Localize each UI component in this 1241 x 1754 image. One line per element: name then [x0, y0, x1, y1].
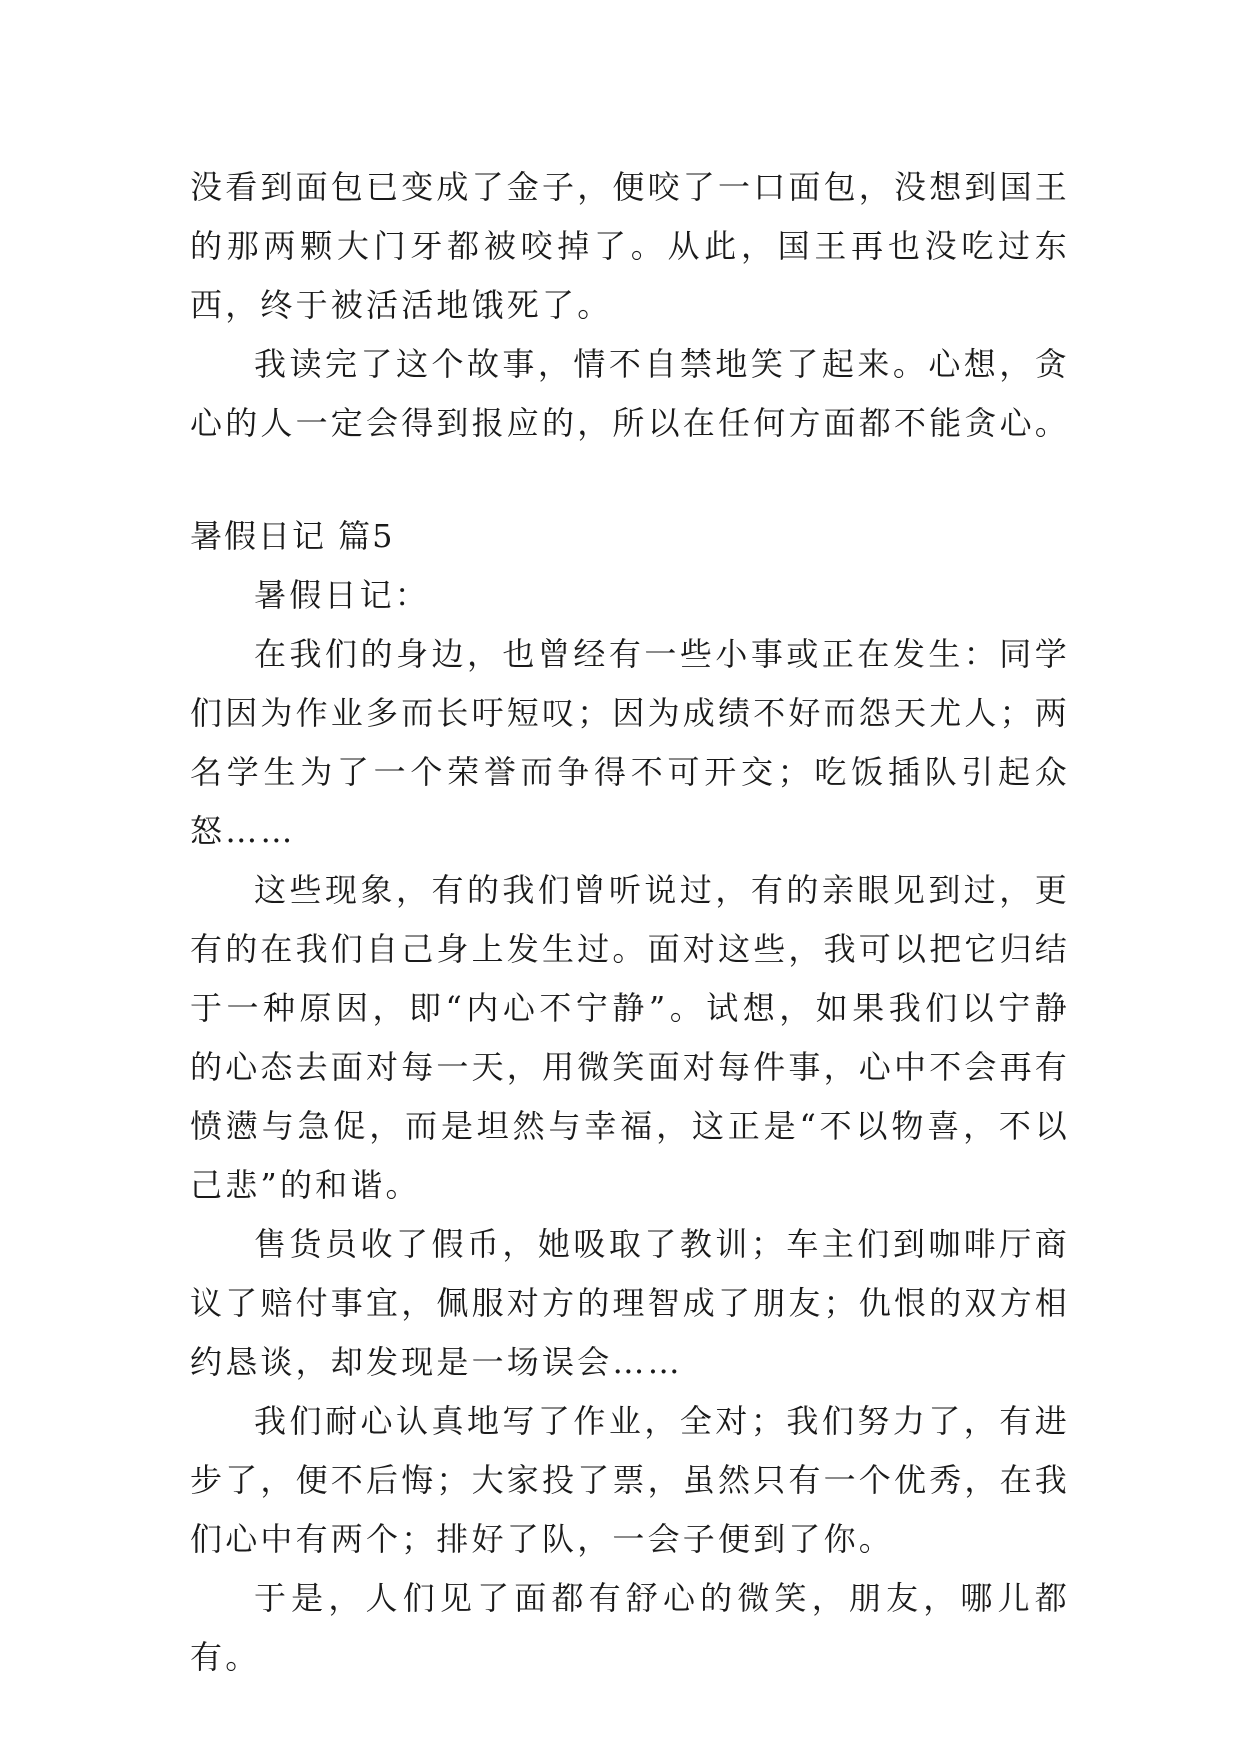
section-heading: 暑假日记 篇5: [190, 517, 395, 555]
paragraph-2: 我读完了这个故事，情不自禁地笑了起来。心想，贪心的人一定会得到报应的，所以在任何方面都不能贪心。: [190, 345, 1071, 442]
paragraph-5: 这些现象，有的我们曾听说过，有的亲眼见到过，更有的在我们自己身上发生过。面对这些，我可以把它归结于一种原因，即“内心不宁静”。试想，如果我们以宁静的心态去面对每一天，用微笑面对每件事，心中不会再有愤懑与急促，而是坦然与幸福，这正是“不以物喜，不以己悲”的和谐。: [190, 871, 1071, 1204]
paragraph-1: 没看到面包已变成了金子，便咬了一口面包，没想到国王的那两颗大门牙都被咬掉了。从此，国王再也没吃过东西，终于被活活地饿死了。: [190, 168, 1071, 324]
section-gap: [190, 453, 1070, 507]
document-page: [190, 158, 1070, 1687]
paragraph-7: 我们耐心认真地写了作业，全对；我们努力了，有进步了，便不后悔；大家投了票，虽然只有一个优秀，在我们心中有两个；排好了队，一会子便到了你。: [190, 1402, 1071, 1558]
paragraph-3: 暑假日记：: [254, 576, 431, 614]
paragraph-6: 售货员收了假币，她吸取了教训；车主们到咖啡厅商议了赔付事宜，佩服对方的理智成了朋友；仇恨的双方相约恳谈，却发现是一场误会……: [190, 1225, 1071, 1381]
paragraph-4: 在我们的身边，也曾经有一些小事或正在发生：同学们因为作业多而长吁短叹；因为成绩不好而怨天尤人；两名学生为了一个荣誉而争得不可开交；吃饭插队引起众怒……: [190, 635, 1071, 850]
paragraph-8: 于是，人们见了面都有舒心的微笑，朋友，哪儿都有。: [190, 1579, 1070, 1676]
